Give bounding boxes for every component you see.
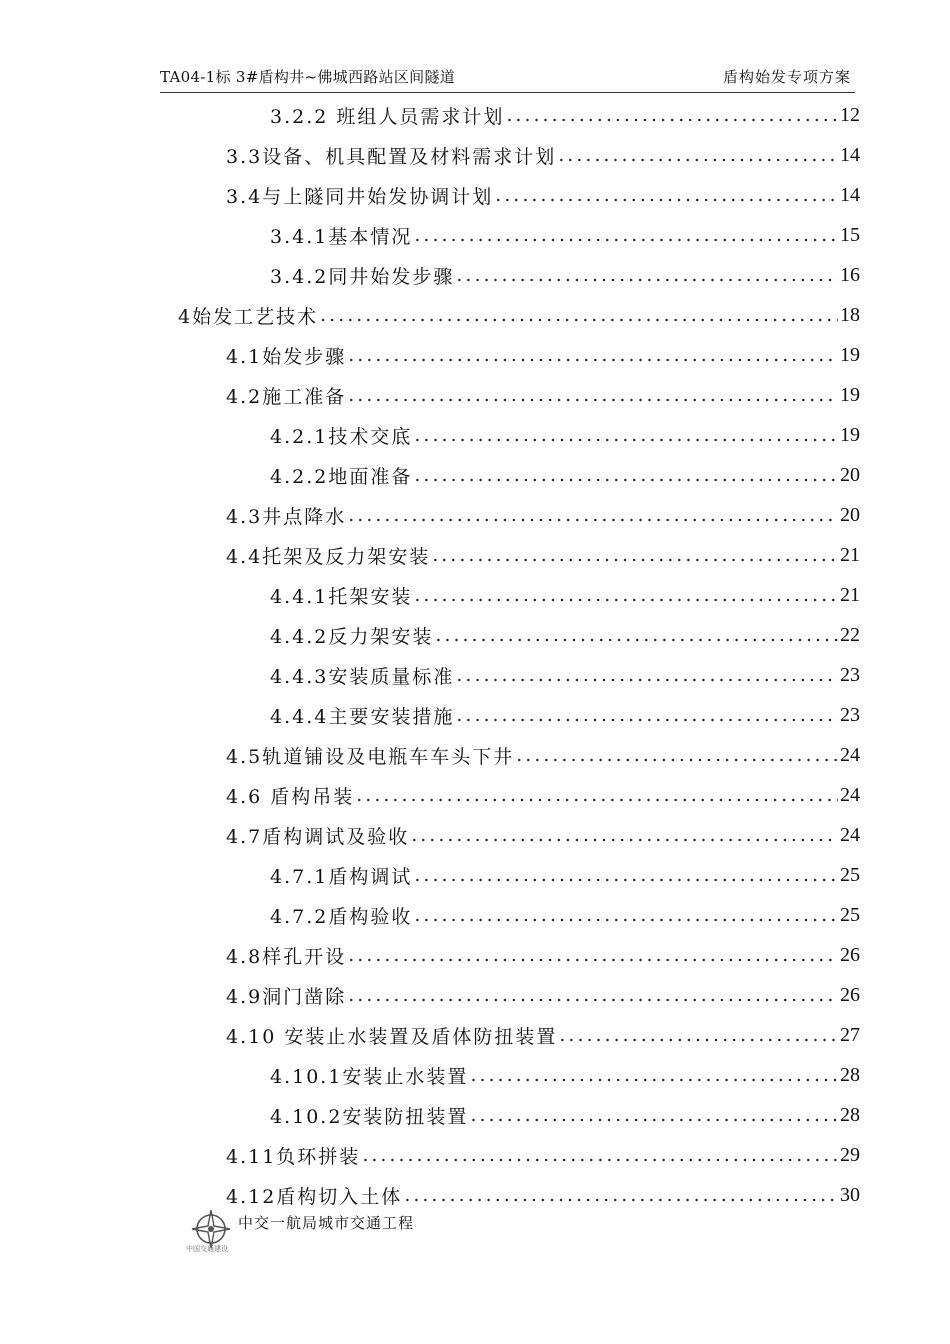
toc-dot-leader <box>456 264 838 286</box>
toc-entry-page-number: 27 <box>840 1023 860 1046</box>
toc-entry-page-number: 25 <box>840 903 860 926</box>
toc-entry[interactable] <box>226 335 860 375</box>
toc-dot-leader <box>414 904 838 926</box>
toc-entry-title: 4.1始发步骤 <box>226 345 347 368</box>
toc-entry-title: 4.10.2安装防扭装置 <box>270 1105 469 1128</box>
header-document-title: 盾构始发专项方案 <box>722 68 851 86</box>
toc-dot-leader <box>456 704 838 726</box>
toc-entry[interactable] <box>226 1135 860 1175</box>
toc-entry-page-number: 26 <box>840 983 860 1006</box>
toc-dot-leader <box>348 344 838 366</box>
toc-dot-leader <box>516 744 838 766</box>
toc-dot-leader <box>414 224 838 246</box>
toc-dot-leader <box>356 784 838 806</box>
toc-dot-leader <box>414 864 838 886</box>
toc-entry-title: 4.5轨道铺设及电瓶车车头下井 <box>226 745 515 768</box>
header-project-title: TA04-1标 3#盾构井~佛城西路站区间隧道 <box>160 68 456 86</box>
toc-entry[interactable] <box>270 1095 860 1135</box>
toc-dot-leader <box>558 144 838 166</box>
toc-entry-title: 4.12盾构切入土体 <box>226 1185 403 1208</box>
toc-entry-page-number: 14 <box>840 183 860 206</box>
toc-entry-page-number: 28 <box>840 1063 860 1086</box>
page-footer <box>186 1200 590 1260</box>
toc-entry-title: 4.7.1盾构调试 <box>270 865 413 888</box>
toc-entry[interactable] <box>270 215 860 255</box>
toc-dot-leader <box>348 984 838 1006</box>
toc-dot-leader <box>414 584 838 606</box>
toc-dot-leader <box>506 104 838 126</box>
toc-entry-page-number: 18 <box>840 303 860 326</box>
toc-entry[interactable] <box>270 655 860 695</box>
toc-entry[interactable] <box>270 455 860 495</box>
toc-entry-title: 4.2.1技术交底 <box>270 425 413 448</box>
toc-entry-page-number: 12 <box>840 103 860 126</box>
toc-dot-leader <box>559 1024 838 1046</box>
toc-entry-title: 3.4.1基本情况 <box>270 225 413 248</box>
toc-dot-leader <box>495 184 838 206</box>
toc-dot-leader <box>456 664 838 686</box>
toc-entry-page-number: 24 <box>840 823 860 846</box>
logo-caption: 中国交通建设 <box>186 1245 228 1253</box>
toc-entry-page-number: 19 <box>840 383 860 406</box>
toc-entry[interactable] <box>270 575 860 615</box>
toc-entry[interactable] <box>226 375 860 415</box>
toc-entry[interactable] <box>178 295 860 335</box>
page-header <box>160 66 855 93</box>
toc-entry[interactable] <box>226 735 860 775</box>
toc-entry[interactable] <box>270 255 860 295</box>
toc-entry[interactable] <box>270 895 860 935</box>
toc-dot-leader <box>348 504 838 526</box>
toc-entry-title: 4.2施工准备 <box>226 385 347 408</box>
toc-dot-leader <box>435 624 838 646</box>
toc-entry-title: 4.4.2反力架安装 <box>270 625 434 648</box>
footer-company-name: 中交一航局城市交通工程 <box>238 1214 415 1232</box>
toc-entry-page-number: 21 <box>840 543 860 566</box>
toc-entry-page-number: 23 <box>840 663 860 686</box>
toc-entry-page-number: 29 <box>840 1143 860 1166</box>
toc-entry-title: 4.10.1安装止水装置 <box>270 1065 469 1088</box>
toc-entry-title: 4.4.3安装质量标准 <box>270 665 455 688</box>
toc-entry-title: 4.11负环拼装 <box>226 1145 361 1168</box>
toc-entry[interactable] <box>270 695 860 735</box>
toc-dot-leader <box>411 824 838 846</box>
toc-dot-leader <box>320 304 838 326</box>
toc-entry-page-number: 15 <box>840 223 860 246</box>
toc-entry-page-number: 30 <box>840 1183 860 1206</box>
toc-entry[interactable] <box>270 1055 860 1095</box>
toc-entry[interactable] <box>226 175 860 215</box>
toc-entry-page-number: 25 <box>840 863 860 886</box>
toc-entry-page-number: 22 <box>840 623 860 646</box>
toc-entry-title: 4.7.2盾构验收 <box>270 905 413 928</box>
toc-entry-title: 4始发工艺技术 <box>178 305 319 328</box>
toc-entry[interactable] <box>226 1015 860 1055</box>
toc-dot-leader <box>348 944 838 966</box>
toc-entry[interactable] <box>226 495 860 535</box>
toc-entry-page-number: 19 <box>840 343 860 366</box>
toc-entry[interactable] <box>270 855 860 895</box>
toc-entry-title: 3.3设备、机具配置及材料需求计划 <box>226 145 557 168</box>
toc-entry-title: 3.4与上隧同井始发协调计划 <box>226 185 494 208</box>
toc-dot-leader <box>414 464 838 486</box>
toc-entry-page-number: 20 <box>840 503 860 526</box>
toc-entry-page-number: 23 <box>840 703 860 726</box>
toc-entry-page-number: 24 <box>840 743 860 766</box>
toc-entry[interactable] <box>270 415 860 455</box>
toc-entry-page-number: 14 <box>840 143 860 166</box>
toc-entry-title: 4.3井点降水 <box>226 505 347 528</box>
toc-entry[interactable] <box>226 975 860 1015</box>
toc-entry-page-number: 28 <box>840 1103 860 1126</box>
toc-entry-page-number: 16 <box>840 263 860 286</box>
toc-entry-title: 4.4.1托架安装 <box>270 585 413 608</box>
toc-entry-title: 4.10 安装止水装置及盾体防扭装置 <box>226 1025 558 1048</box>
toc-entry[interactable] <box>226 535 860 575</box>
toc-dot-leader <box>470 1064 838 1086</box>
toc-entry-page-number: 24 <box>840 783 860 806</box>
toc-entry[interactable] <box>226 935 860 975</box>
toc-entry[interactable] <box>226 135 860 175</box>
toc-entry-page-number: 26 <box>840 943 860 966</box>
toc-entry[interactable] <box>270 95 860 135</box>
toc-entry-title: 4.7盾构调试及验收 <box>226 825 410 848</box>
toc-entry-title: 4.8样孔开设 <box>226 945 347 968</box>
toc-dot-leader <box>348 384 838 406</box>
toc-entry-title: 4.2.2地面准备 <box>270 465 413 488</box>
toc-entry-page-number: 19 <box>840 423 860 446</box>
toc-entry-title: 4.6 盾构吊装 <box>226 785 355 808</box>
toc-entry-title: 4.9洞门凿除 <box>226 985 347 1008</box>
toc-entry-title: 3.2.2 班组人员需求计划 <box>270 105 505 128</box>
toc-dot-leader <box>414 424 838 446</box>
toc-entry-page-number: 21 <box>840 583 860 606</box>
toc-entry-title: 3.4.2同井始发步骤 <box>270 265 455 288</box>
toc-entry[interactable] <box>226 815 860 855</box>
toc-dot-leader <box>470 1104 838 1126</box>
toc-entry[interactable] <box>226 775 860 815</box>
toc-entry-title: 4.4托架及反力架安装 <box>226 545 431 568</box>
toc-entry-page-number: 20 <box>840 463 860 486</box>
toc-entry-title: 4.4.4主要安装措施 <box>270 705 455 728</box>
toc-dot-leader <box>432 544 838 566</box>
toc-entry[interactable] <box>270 615 860 655</box>
toc-dot-leader <box>362 1144 838 1166</box>
